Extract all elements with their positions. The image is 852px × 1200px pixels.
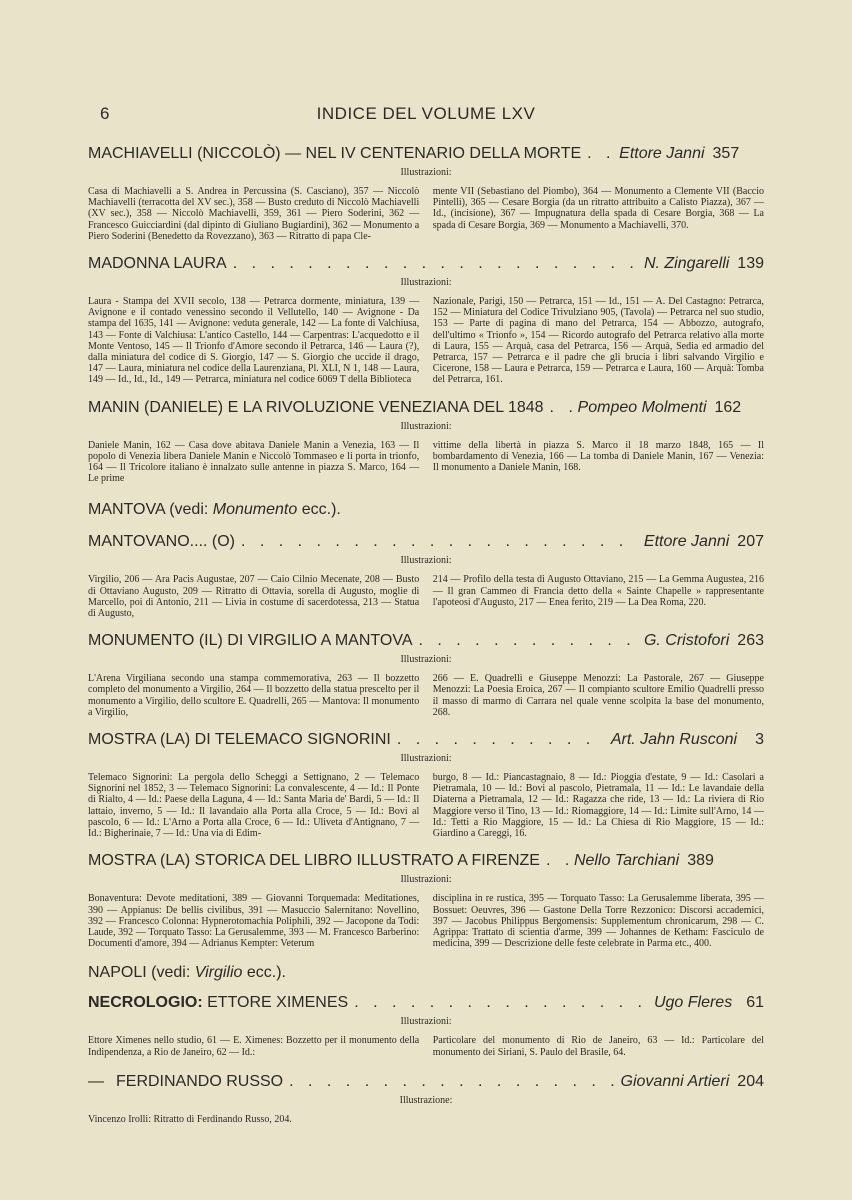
leader-dots — [546, 851, 568, 871]
illustrations-right: disciplina in re rustica, 395 — Torquato Tasso: La Gerusalemme liberata, 395 — Bossuet: Oeuvres, 396 — Gastone Della Torre Rezzonico: Discorsi accademici, 397 — Jacobus Philippus Bergomensis: Supplementum chronicarum, 298 — C. Agrippa: Trattato di scientia d'arme, 399 — Johannes de Ketham: Fasciculo de medicina, 399 — Descrizione delle feste celebrate in Parma etc., 400. — [432, 893, 764, 950]
entry-page: 263 — [737, 632, 764, 650]
entry-title: MANIN (DANIELE) E LA RIVOLUZIONE VENEZIANA DEL 1848 — [88, 398, 544, 416]
illustrations-right: 266 — E. Quadrelli e Giuseppe Menozzi: La Pastorale, 267 — Giuseppe Menozzi: La Poesia Eroica, 267 — Il compianto scultore Emilio Quadrelli presso il masso di marmo di Carrara nel quale venne scolpita la base del monumento, 268. — [432, 673, 764, 718]
leader-dots — [587, 144, 613, 164]
illustrations-columns — [88, 186, 764, 242]
index-entry — [88, 144, 764, 242]
page-title: INDICE DEL VOLUME LXV — [316, 104, 536, 123]
entry-page: 61 — [746, 994, 764, 1012]
entry-title-bold: NECROLOGIO: — [88, 994, 203, 1012]
entry-page: 389 — [687, 852, 714, 870]
index-entry — [88, 730, 764, 839]
illustrations-label: Illustrazioni: — [400, 167, 452, 178]
illustrations-left: L'Arena Virgiliana secondo una stampa commemorativa, 263 — Il bozzetto completo del monumento a Virgilio, 264 — Il bozzetto della statua prescelto per il monumento a Virgilio, dello scultore E. Quadrelli, 265 — Mantova: Il monumento a Virgilio, — [88, 673, 420, 718]
illustrations-left: Telemaco Signorini: La pergola dello Scheggi a Settignano, 2 — Telemaco Signorini nel 1852, 3 — Telemaco Signorini: La convalescente, 4 — Id.: Il Ponte di Rialto, 4 — Id.: Paese della Laguna, 4 — Id.: Santa Maria de' Bardi, 5 — Id.: Il lattaio, inverno, 5 — Id.: Il lavandaio alla Porta alla Croce, 5 — Id.: Bovi al pascolo, 6 — Id.: L'Arno a Porta alla Croce, 6 — Id.: Uliveta d'Antignano, 7 — Id.: Bigherinaie, 7 — Id.: Una via di Edim- — [88, 772, 420, 840]
illustrations-columns — [88, 574, 764, 619]
leader-dots — [354, 993, 648, 1013]
illustrations-label: Illustrazioni: — [400, 753, 452, 765]
entry-title-row — [88, 993, 764, 1013]
index-entry — [88, 532, 764, 619]
entry-page: 357 — [712, 145, 740, 162]
illustrations-left: Daniele Manin, 162 — Casa dove abitava Daniele Manin a Venezia, 163 — Il popolo di Venezia libera Daniele Manin e Niccolò Tommaseo e li porta in trionfo, 164 — Il Tricolore italiano è innalzato sulle antenne in piazza S. Marco, 164 — Le prime — [88, 439, 420, 485]
illustrations-right: 214 — Profilo della testa di Augusto Ottaviano, 215 — La Gemma Augustea, 216 — Il gran Cammeo di Francia detto della « Sainte Chapelle » rappresentante l'apoteosi d'Augusto, 217 — Enea ferito, 219 — La Dea Roma, 220. — [432, 574, 764, 608]
entry-title-text: ETTORE XIMENES — [207, 994, 349, 1012]
entry-page: 3 — [755, 731, 764, 749]
ref-italic: Virgilio — [194, 964, 243, 982]
illustrations-columns — [88, 772, 764, 839]
entry-title: MADONNA LAURA — [88, 255, 227, 273]
entry-title-row — [88, 730, 764, 750]
illustrations-left: Casa di Machiavelli a S. Andrea in Percussina (S. Casciano), 357 — Niccolò Machiavelli (terracotta del XV sec.), 358 — Busto creduto di Niccolò Machiavelli (XV sec.), 358 — Niccolò Machiavelli, 359, 361 — Piero Soderini, 362 — Francesco Guicciardini (dal dipinto di Giuliano Bugiardini), 362 — Monumento a Piero Soderini (Benedetto da Rovezzano), 363 — Ritratto di papa Cle- — [88, 186, 420, 242]
illustrations-columns — [88, 296, 764, 386]
leader-dots — [233, 254, 638, 274]
entry-page: 207 — [737, 533, 764, 551]
entry-page: 204 — [737, 1072, 764, 1090]
entry-title-row — [88, 144, 764, 164]
entry-title-text: FERDINANDO RUSSO — [116, 1072, 284, 1090]
leader-dots — [419, 631, 638, 651]
illustrations-label: Illustrazioni: — [400, 654, 452, 666]
entry-title-row — [88, 851, 764, 871]
ref-after: ecc.). — [242, 964, 286, 982]
entry-author: Nello Tarchiani — [573, 852, 680, 870]
illustrations-label: Illustrazione: — [399, 1094, 453, 1106]
illustrations-right: burgo, 8 — Id.: Piancastagnaio, 8 — Id.: Pioggia d'estate, 9 — Id.: Casolari a Pietramala, 10 — Id.: Bovi al pascolo, Pietramala, 11 — Id.: Le lavandaie della Diaterna a Pietramala, 12 — Id.: Ragazza che ride, 13 — Id.: La riviera di Rio Maggiore verso il Tino, 13 — Id.: Riomaggiore, 14 — Id.: Limite sull'Arno, 14 — Id.: Tetti a Rio Maggiore, 15 — Id.: La Chiesa di Rio Maggiore, 15 — Id.: Giardino a Careggi, 16. — [432, 772, 764, 840]
illustrations-columns — [88, 1035, 764, 1057]
entry-author: N. Zingarelli — [643, 255, 730, 273]
entry-title-row — [88, 254, 764, 274]
illustrations-columns — [88, 673, 764, 718]
index-entry — [88, 254, 764, 386]
illustrations-columns — [88, 440, 764, 485]
entry-title: MOSTRA (LA) STORICA DEL LIBRO ILLUSTRATO A FIRENZE — [88, 852, 540, 870]
entry-title: MOSTRA (LA) DI TELEMACO SIGNORINI — [88, 731, 391, 749]
illustrations-right: mente VII (Sebastiano del Piombo), 364 — Monumento a Clemente VII (Baccio Pintelli), 365 — Cesare Borgia (da un ritratto attribuito a Calisto Piazza), 367 — Id., (incisione), 367 — Impugnatura della spada di Cesare Borgia, 368 — La spada di Cesare Borgia, 369 — Monumento a Machiavelli, 370. — [432, 186, 764, 231]
cross-reference-mantova — [88, 500, 764, 520]
entry-author: Ettore Janni — [643, 533, 730, 551]
entry-title: MONUMENTO (IL) DI VIRGILIO A MANTOVA — [88, 632, 413, 650]
illustrations-right: vittime della libertà in piazza S. Marco il 18 marzo 1848, 165 — Il bombardamento di Venezia, 166 — La tomba di Daniele Manin, 167 — Venezia: Il monumento a Daniele Manin, 168. — [432, 439, 764, 474]
entry-title-row — [88, 398, 764, 418]
illustrations-columns — [88, 893, 764, 949]
entry-dash: — — [88, 1072, 104, 1090]
entry-author: G. Cristofori — [643, 632, 730, 650]
illustrations-label: Illustrazioni: — [400, 277, 452, 289]
index-entry — [88, 993, 764, 1057]
index-entry — [88, 398, 764, 485]
index-entry — [88, 631, 764, 718]
entry-author: Pompeo Molmenti — [577, 398, 707, 416]
ref-after: ecc.). — [297, 501, 341, 519]
entry-title-row — [88, 1072, 764, 1092]
illustration-single: Vincenzo Irolli: Ritratto di Ferdinando Russo, 204. — [88, 1113, 292, 1125]
index-content — [88, 144, 764, 1126]
illustrations-label: Illustrazioni: — [400, 1016, 452, 1028]
entry-title — [88, 1072, 283, 1092]
cross-reference-napoli — [88, 963, 764, 983]
illustrations-label: Illustrazioni: — [400, 874, 452, 886]
leader-dots — [550, 398, 572, 418]
illustrations-left: Virgilio, 206 — Ara Pacis Augustae, 207 — Caio Cilnio Mecenate, 208 — Busto di Ottaviano Augusto, 209 — Ritratto di Ottavia, sorella di Augusto, moglie di Marcello, poi di Antonio, 211 — Livia in costume di sacerdotessa, 213 — Statua di Augusto, — [88, 574, 420, 620]
page-number: 6 — [100, 104, 110, 123]
illustrations-left: Laura - Stampa del XVII secolo, 138 — Petrarca dormente, miniatura, 139 — Avignone e il contado venessino secondo il Vellutello, 140 — Avignone - Da stampa del 1635, 141 — Avignone: veduta generale, 142 — La fonte di Valchiusa, 143 — Fonte di Valchiusa: L'antico Castello, 144 — Carpentras: L'acquedotto e il Monte Ventoso, 145 — Il Trionfo d'Amore secondo il Petrarca, 146 — Laura (?), dalla miniatura del codice di S. Giorgio, 147 — S. Giorgio che uccide il drago, 147 — Laura, miniatura nel codice della Laurenziana, Pl. XLI, N 1, 148 — Laura, 149 — Id., Id., Id., 149 — Petrarca, miniatura nel codice 6069 T della Biblioteca — [88, 296, 420, 386]
entry-title: MANTOVANO.... (O) — [88, 533, 235, 551]
entry-title: MACHIAVELLI (NICCOLÒ) — NEL IV CENTENARIO DELLA MORTE — [88, 145, 582, 162]
illustrations-right: Nazionale, Parigi, 150 — Petrarca, 151 — Id., 151 — A. Del Castagno: Petrarca, 152 — Miniatura del Codice Trivulziano 905, (Tavola) — Petrarca nel suo studio, 153 — Parte di pagina di mano del Petrarca, 154 — Abbozzo, autografo, dell'ultimo « Trionfo », 154 — Ricordo autografo del Petrarca relativo alla morte di Laura, 155 — Arquà, casa del Petrarca, 156 — Arquà, Sedia ed armadio del Petrarca, 157 — Petrarca e il padre che gli brucia i libri salvando Virgilio e Cicerone, 158 — Laura e Petrarca, 159 — Petrarca e Laura, 160 — Arquà: Tomba del Petrarca, 161. — [432, 296, 764, 386]
entry-author: Ettore Janni — [619, 145, 705, 162]
ref-text: NAPOLI (vedi: — [88, 964, 195, 982]
entry-author: Giovanni Artieri — [620, 1072, 730, 1090]
ref-text: MANTOVA (vedi: — [88, 501, 213, 519]
illustrations-label: Illustrazioni: — [400, 420, 452, 432]
illustrations-left: Ettore Ximenes nello studio, 61 — E. Ximenes: Bozzetto per il monumento della Indipendenza, a Rio de Janeiro, 62 — Id.: — [88, 1035, 420, 1058]
illustrations-right: Particolare del monumento di Rio de Janeiro, 63 — Id.: Particolare del monumento dei Siriani, S. Paulo del Brasile, 64. — [432, 1035, 764, 1058]
entry-page: 162 — [714, 398, 742, 416]
entry-title-row — [88, 631, 764, 651]
entry-author: Ugo Fleres — [653, 994, 733, 1012]
entry-title-row — [88, 532, 764, 552]
illustrations-left: Bonaventura: Devote meditationi, 389 — Giovanni Torquemada: Meditationes, 390 — Appianus: De bellis civilibus, 391 — Masuccio Salernitano: Novellino, 392 — Francesco Colonna: Hypnerotomachia Poliphili, 392 — Jacopone da Todi: Laude, 392 — Torquato Tasso: La Gerusalemme, 393 — M. Francesco Barberino: Documenti d'amore, 394 — Adrianus Kempter: Veterum — [88, 893, 420, 950]
leader-dots — [241, 532, 638, 552]
index-entry — [88, 1072, 764, 1126]
entry-author: Art. Jahn Rusconi — [610, 731, 738, 749]
page-header — [88, 104, 764, 126]
leader-dots — [397, 730, 605, 750]
entry-page: 139 — [737, 255, 764, 273]
ref-italic: Monumento — [212, 501, 298, 519]
leader-dots — [289, 1072, 614, 1092]
index-entry — [88, 851, 764, 949]
illustrations-label: Illustrazioni: — [400, 555, 452, 567]
entry-title — [88, 993, 348, 1013]
